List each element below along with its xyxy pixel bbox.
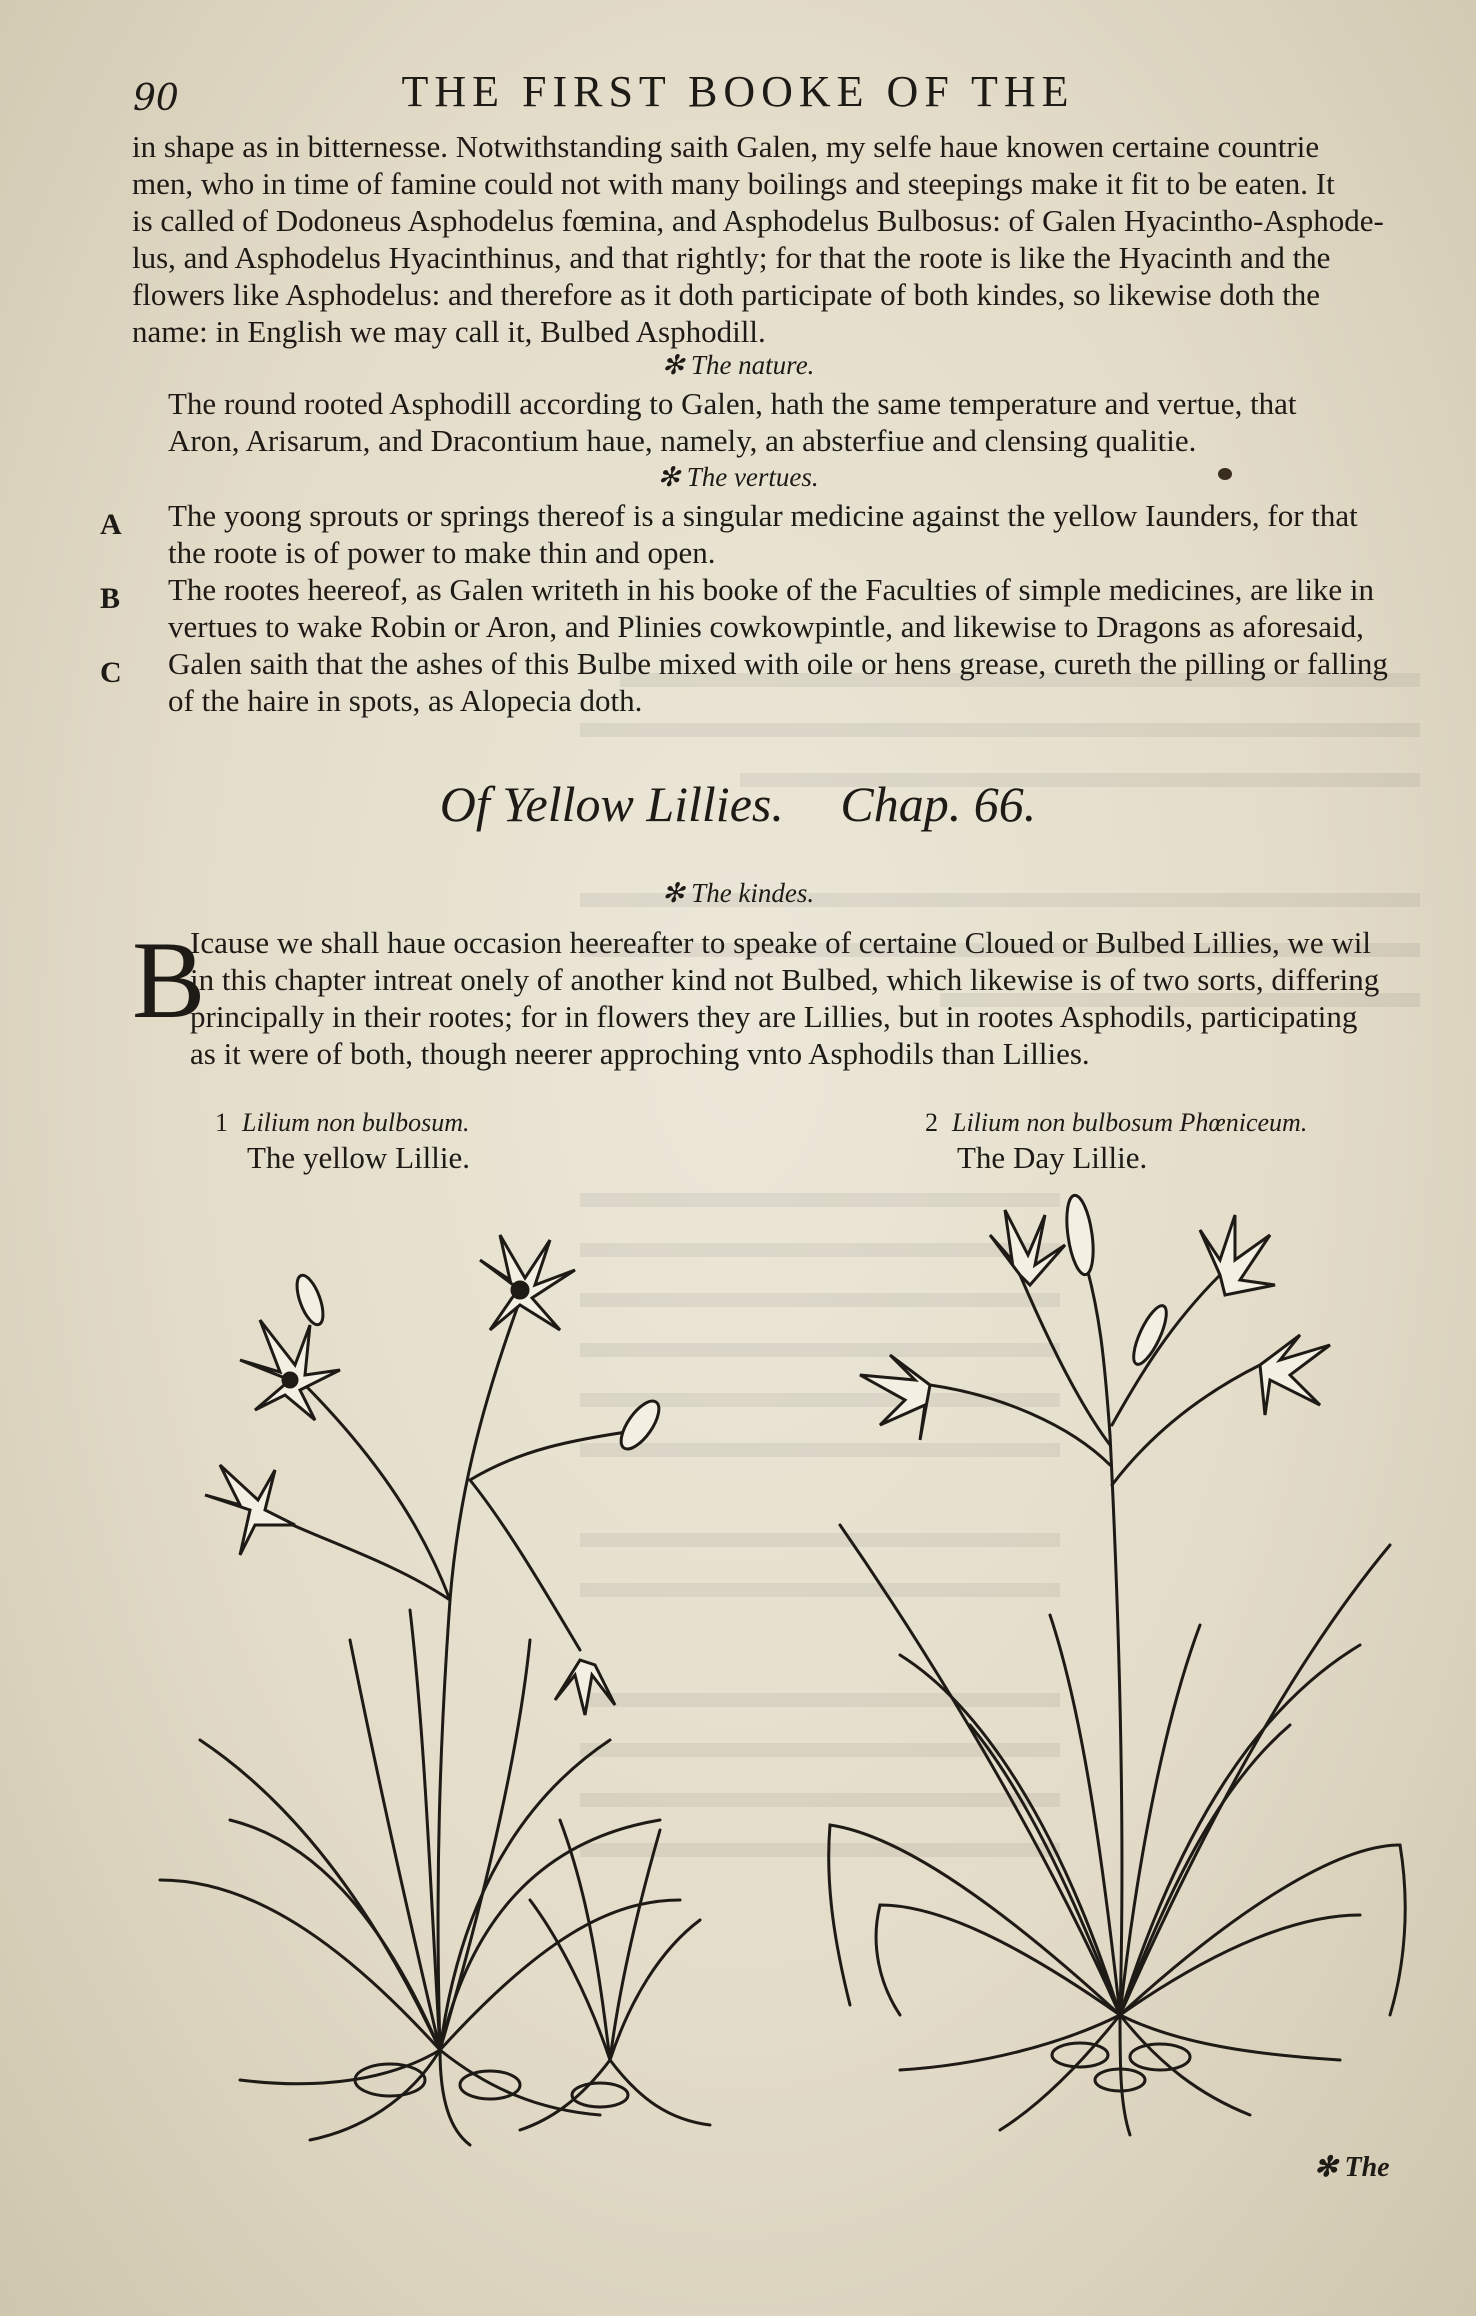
chapter-title-text: Of Yellow Lillies.: [439, 776, 784, 832]
figure-1-number: 1: [215, 1108, 228, 1137]
text-line: is called of Dodoneus Asphodelus fœmina, and Asphodelus Bulbosus: of Galen Hyacintho-Asphode-: [132, 203, 1384, 238]
vertue-c-paragraph: [168, 645, 1412, 719]
figure-1-caption: [215, 1108, 470, 1176]
nature-paragraph: [168, 385, 1412, 459]
figure-1-latin-name: [215, 1108, 470, 1138]
text-line: the roote is of power to make thin and open.: [168, 535, 716, 570]
text-line: Icause we shall haue occasion heereafter to speake of certaine Cloued or Bulbed Lillies, we wil: [190, 925, 1371, 960]
text-line: vertues to wake Robin or Aron, and Plinies cowkowpintle, and likewise to Dragons as aforesaid,: [168, 609, 1364, 644]
page-number: 90: [133, 78, 179, 119]
text-line: lus, and Asphodelus Hyacinthinus, and that rightly; for that the roote is like the Hyacinth and the: [132, 240, 1331, 275]
vertues-heading: ✻ The vertues.: [657, 462, 819, 492]
margin-letter-c: C: [100, 656, 122, 689]
figure-2-caption: [925, 1108, 1307, 1176]
margin-letter-a: A: [100, 508, 122, 541]
margin-letter-b: B: [100, 582, 121, 615]
ink-speck: [1218, 468, 1232, 480]
figure-1-latin-text: Lilium non bulbosum.: [242, 1108, 470, 1137]
chapter-title: [0, 775, 1476, 833]
opening-paragraph: [132, 128, 1412, 350]
text-line: The yoong sprouts or springs thereof is a singular medicine against the yellow Iaunders, for that: [168, 498, 1358, 533]
drop-cap: B: [132, 919, 206, 1041]
kindes-heading: ✻ The kindes.: [661, 878, 815, 908]
text-line: in shape as in bitternesse. Notwithstanding saith Galen, my selfe haue knowen certaine countrie: [132, 129, 1320, 164]
text-line: name: in English we may call it, Bulbed Asphodill.: [132, 314, 766, 349]
text-line: in this chapter intreat onely of another kind not Bulbed, which likewise is of two sorts, differing: [190, 962, 1380, 997]
text-line: principally in their rootes; for in flowers they are Lillies, but in rootes Asphodils, participating: [190, 999, 1358, 1034]
text-line: men, who in time of famine could not with many boilings and steepings make it fit to be eaten. It: [132, 166, 1335, 201]
text-line: Aron, Arisarum, and Dracontium haue, namely, an absterfiue and clensing qualitie.: [168, 423, 1197, 458]
nature-heading: ✻ The nature.: [661, 350, 815, 380]
catchword: ✻ The: [1314, 2152, 1390, 2183]
figure-2-english-name: The Day Lillie.: [957, 1140, 1148, 1175]
text-line: of the haire in spots, as Alopecia doth.: [168, 683, 643, 718]
running-head: THE FIRST BOOKE OF THE: [401, 67, 1075, 116]
kindes-paragraph: [190, 924, 1412, 1072]
yellow-lily-woodcut: [140, 1180, 740, 2150]
day-lily-woodcut: [820, 1185, 1420, 2145]
figure-2-number: 2: [925, 1108, 938, 1137]
text-line: The rootes heereof, as Galen writeth in his booke of the Faculties of simple medicines, are like in: [168, 572, 1375, 607]
vertue-b-paragraph: [168, 571, 1412, 645]
text-line: The round rooted Asphodill according to Galen, hath the same temperature and vertue, that: [168, 386, 1297, 421]
text-line: Galen saith that the ashes of this Bulbe mixed with oile or hens grease, cureth the pilling or falling: [168, 646, 1388, 681]
vertue-a-paragraph: [168, 497, 1412, 571]
figure-2-latin-text: Lilium non bulbosum Phœniceum.: [952, 1108, 1308, 1137]
text-line: flowers like Asphodelus: and therefore as it doth participate of both kindes, so likewise doth the: [132, 277, 1321, 312]
text-line: as it were of both, though neerer approching vnto Asphodils than Lillies.: [190, 1036, 1090, 1071]
figure-1-english-name: The yellow Lillie.: [247, 1140, 470, 1175]
figure-2-latin-name: [925, 1108, 1307, 1138]
chapter-number: Chap. 66.: [840, 776, 1037, 832]
